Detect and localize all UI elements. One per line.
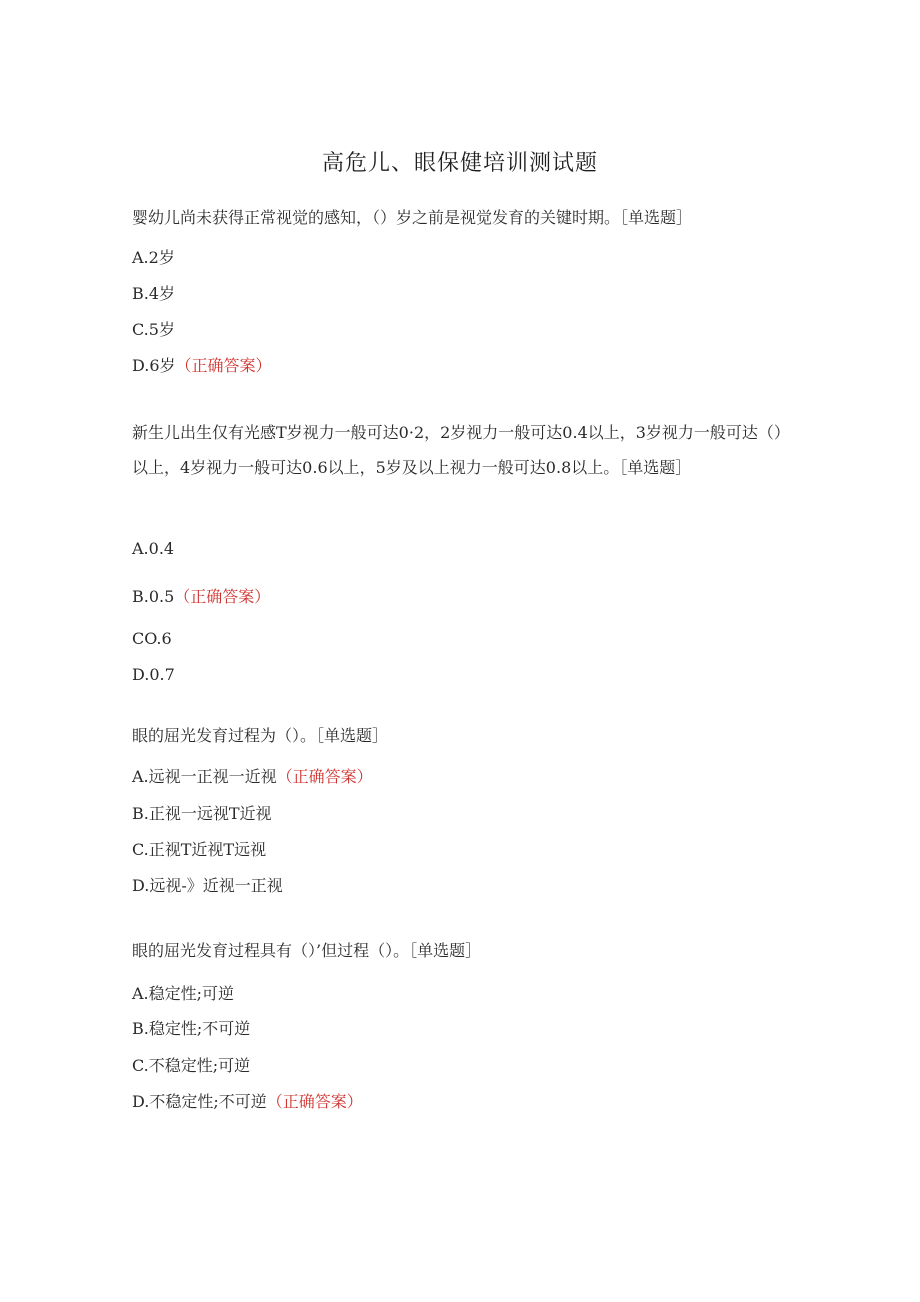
option-label: D.0.7 xyxy=(132,665,175,684)
question-3-text: 眼的屈光发育过程为（）。［单选题］ xyxy=(132,726,389,745)
option-label: D.6岁 xyxy=(132,356,176,375)
option-label: A.0.4 xyxy=(132,539,175,558)
question-4-option-a xyxy=(132,984,234,1004)
option-label: CO.6 xyxy=(132,629,172,648)
question-3-option-a xyxy=(132,767,373,787)
question-4-text: 眼的屈光发育过程具有（）’但过程（）。［单选题］ xyxy=(132,941,482,960)
question-1-option-c xyxy=(132,320,175,340)
option-label: D.不稳定性;不可逆 xyxy=(132,1092,267,1111)
question-1-text: 婴幼儿尚未获得正常视觉的感知，（）岁之前是视觉发育的关键时期。［单选题］ xyxy=(132,208,693,227)
option-label: B.0.5 xyxy=(132,587,175,606)
correct-answer-marker: （正确答案） xyxy=(175,356,272,375)
option-label: A.远视一正视一近视 xyxy=(132,767,277,786)
option-label: A.稳定性;可逆 xyxy=(132,984,235,1003)
question-2-option-a xyxy=(132,539,174,559)
question-1-option-a xyxy=(132,248,175,268)
question-4-option-d xyxy=(132,1092,363,1112)
question-2-option-d xyxy=(132,665,175,685)
option-label: A.2岁 xyxy=(132,248,175,267)
option-label: D.远视-》近视一正视 xyxy=(132,876,283,895)
question-4-option-b xyxy=(132,1019,250,1039)
question-2-option-b xyxy=(132,587,270,607)
option-label: C.正视T近视T远视 xyxy=(132,840,267,859)
correct-answer-marker: （正确答案） xyxy=(266,1092,363,1111)
question-1-option-b xyxy=(132,284,175,304)
question-3-option-d xyxy=(132,876,283,896)
correct-answer-marker: （正确答案） xyxy=(276,767,373,786)
question-3-option-b xyxy=(132,804,272,824)
question-4-option-c xyxy=(132,1056,250,1076)
question-2-option-c xyxy=(132,629,172,649)
option-label: B.正视一远视T近视 xyxy=(132,804,272,823)
question-1-option-d xyxy=(132,356,272,376)
page-title: 高危儿、眼保健培训测试题 xyxy=(321,151,598,176)
correct-answer-marker: （正确答案） xyxy=(174,587,271,606)
question-2-text: 新生儿出生仅有光感T岁视力一般可达0·2，2岁视力一般可达0.4以上，3岁视力一般可达（）以上，4岁视力一般可达0.6以上，5岁及以上视力一般可达0.8以上。［单选题］ xyxy=(132,423,790,477)
option-label: C.不稳定性;可逆 xyxy=(132,1056,251,1075)
option-label: C.5岁 xyxy=(132,320,175,339)
option-label: B.稳定性;不可逆 xyxy=(132,1019,251,1038)
option-label: B.4岁 xyxy=(132,284,176,303)
question-3-option-c xyxy=(132,840,266,860)
